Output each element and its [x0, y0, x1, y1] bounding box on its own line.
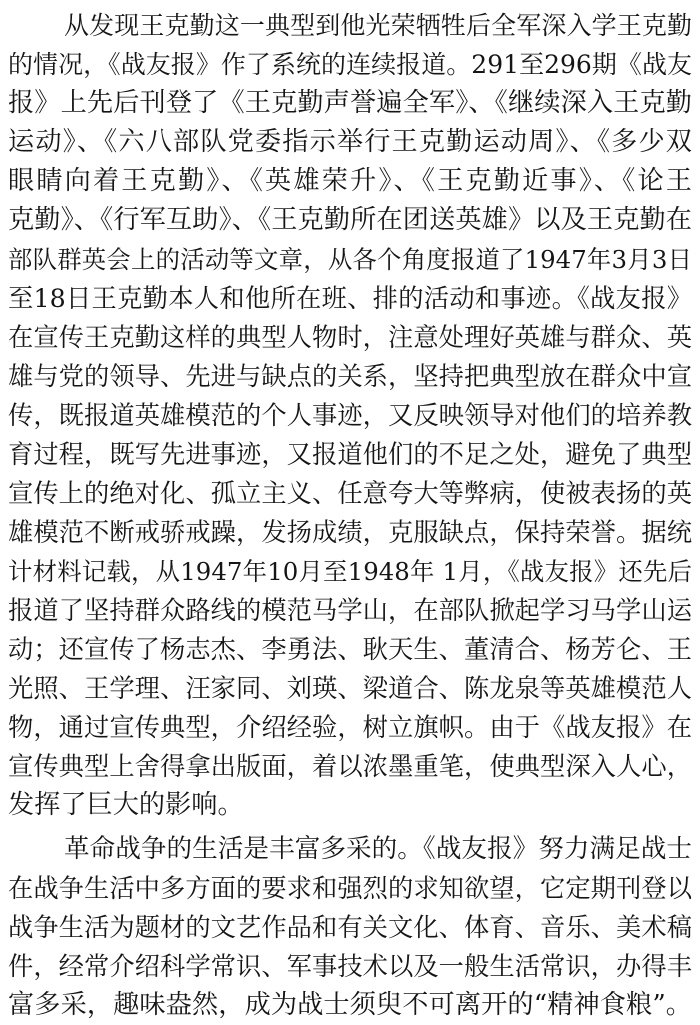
text-line: 在战争生活中多方面的要求和强烈的求知欲望，它定期刊登以 — [8, 874, 692, 903]
text-line: 眼睛向着王克勤》、《英雄荣升》、《王克勤近事》、《论王 — [8, 166, 692, 196]
text-line: 革命战争的生活是丰富多采的。《战友报》努力满足战士 — [64, 834, 692, 864]
text-line: 宣传上的绝对化、孤立主义、任意夸大等弊病，使被表扬的英 — [8, 479, 692, 508]
text-line: 动；还宣传了杨志杰、李勇法、耿天生、董清合、杨芳仑、王 — [8, 635, 692, 664]
text-line: 光照、王学理、汪家同、刘瑛、梁道合、陈龙泉等英雄模范人 — [8, 674, 692, 703]
text-line: 至18日王克勤本人和他所在班、排的活动和事迹。《战友报》 — [8, 284, 692, 313]
text-line: 报》上先后刊登了《王克勤声誉遍全军》、《继续深入王克勤 — [8, 88, 692, 118]
text-line: 宣传典型上舍得拿出版面，着以浓墨重笔，使典型深入人心， — [8, 752, 692, 781]
text-line: 从发现王克勤这一典型到他光荣牺牲后全军深入学王克勤 — [64, 11, 692, 40]
text-line: 的情况，《战友报》作了系统的连续报道。291至296期《战友 — [8, 50, 692, 79]
document-page — [8, 6, 692, 1025]
text-line: 传，既报道英雄模范的个人事迹，又反映领导对他们的培养教 — [8, 401, 692, 430]
text-line: 雄与党的领导、先进与缺点的关系，坚持把典型放在群众中宣 — [8, 362, 692, 391]
text-line: 富多采，趣味盎然，成为战士须臾不可离开的“精神食粮”。 — [8, 990, 692, 1020]
text-line: 物，通过宣传典型，介绍经验，树立旗帜。由于《战友报》在 — [8, 713, 692, 742]
paragraph — [8, 830, 692, 1025]
text-line: 雄模范不断戒骄戒躁，发扬成绩，克服缺点，保持荣誉。据统 — [8, 518, 692, 547]
text-line: 计材料记载，从1947年10月至1948年 1月，《战友报》还先后 — [8, 557, 692, 586]
text-line: 克勤》、《行军互助》、《王克勤所在团送英雄》以及王克勤在 — [8, 205, 692, 235]
text-line: 发挥了巨大的影响。 — [8, 790, 244, 820]
text-line: 运动》、《六八部队党委指示举行王克勤运动周》、《多少双 — [8, 127, 692, 157]
text-line: 报道了坚持群众路线的模范马学山，在部队掀起学习马学山运 — [8, 596, 692, 625]
text-line: 战争生活为题材的文艺作品和有关文化、体育、音乐、美术稿 — [8, 913, 692, 942]
paragraph — [8, 6, 692, 825]
text-line: 件，经常介绍科学常识、军事技术以及一般生活常识，办得丰 — [8, 952, 692, 981]
text-line: 育过程，既写先进事迹，又报道他们的不足之处，避免了典型 — [8, 440, 692, 469]
text-line: 部队群英会上的活动等文章，从各个角度报道了1947年3月3日 — [8, 245, 692, 274]
text-line: 在宣传王克勤这样的典型人物时，注意处理好英雄与群众、英 — [8, 323, 692, 352]
